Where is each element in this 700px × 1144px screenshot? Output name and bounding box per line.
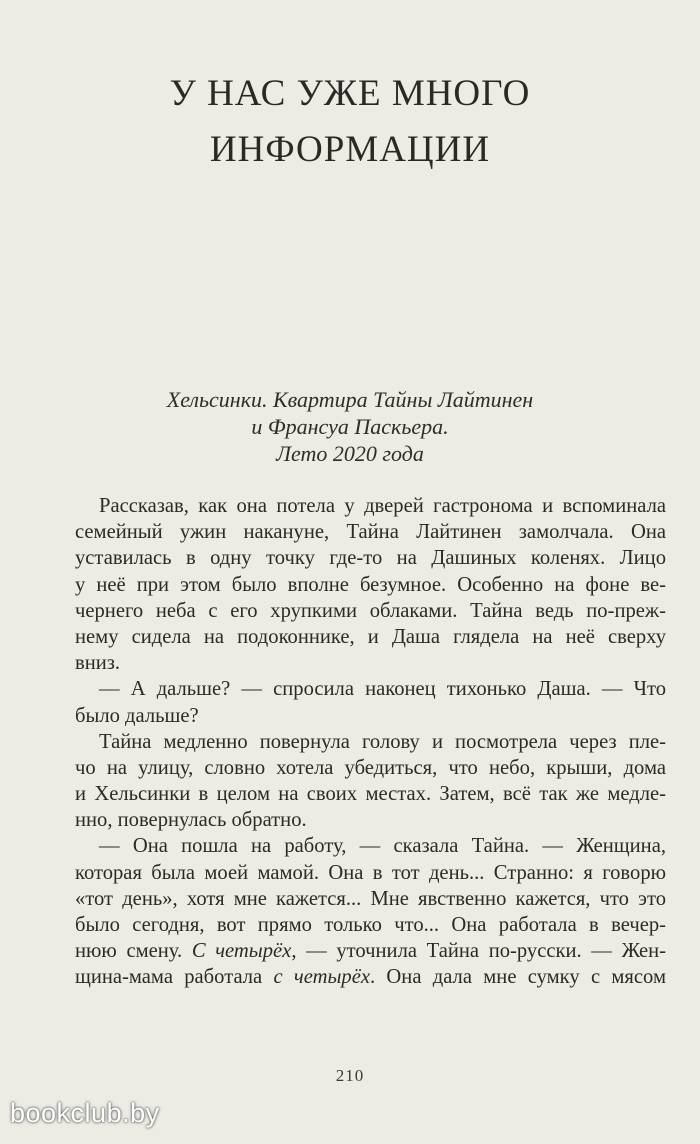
chapter-title-line-1: У НАС УЖЕ МНОГО (169, 73, 531, 114)
text-line: Тайна медленно повернула голову и посмотрела через пле- (99, 730, 666, 753)
text-segment: . Она дала мне сумку с мясом (370, 966, 666, 989)
text-line: «тот день», хотя мне кажется... Мне явственно кажется, что это (75, 887, 666, 910)
text-line (75, 938, 666, 964)
text-line: уставилась в одну точку где-то на Дашиных коленях. Лицо (75, 547, 666, 570)
text-line: чо на улицу, словно хотела убедиться, что небо, крыши, дома (75, 756, 666, 779)
chapter-title (0, 66, 700, 178)
watermark-logo: bookclub.by (10, 1098, 160, 1128)
text-line: которая была моей мамой. Она в тот день... Странно: я говорю (75, 861, 666, 884)
text-line: — Она пошла на работу, — сказала Тайна. — Женщина, (99, 835, 666, 858)
text-line: нно, повернулась обратно. (75, 809, 307, 832)
epigraph-line-2: и Франсуа Паскьера. (251, 414, 449, 439)
text-line: семейный ужин накануне, Тайна Лайтинен замолчала. Она (75, 521, 666, 544)
text-line (75, 964, 666, 990)
text-line: было дальше? (75, 704, 199, 727)
text-line: чернего неба с его хрупкими облаками. Тайна ведь по-преж- (75, 599, 666, 622)
text-segment: щина-мама работала (75, 966, 274, 989)
text-segment: нюю смену. (75, 940, 192, 963)
page-number: 210 (335, 1066, 365, 1085)
text-line: нему сидела на подоконнике, и Даша глядела на неё сверху (75, 625, 666, 648)
body-text (75, 493, 666, 991)
text-line: — А дальше? — спросила наконец тихонько Даша. — Что (99, 678, 666, 701)
text-line: Рассказав, как она потела у дверей гастронома и вспоминала (99, 495, 666, 517)
chapter-title-line-2: ИНФОРМАЦИИ (209, 129, 491, 170)
epigraph-location (0, 386, 700, 467)
text-line: вниз. (75, 652, 121, 675)
text-line: и Хельсинки в целом на своих местах. Затем, всё так же медле- (75, 783, 666, 806)
text-segment: , — уточнила Тайна по-русски. — Жен- (291, 940, 666, 963)
text-line: было сегодня, вот прямо только что... Она работала в вечер- (75, 914, 666, 936)
italic-phrase: С четырёх (191, 940, 292, 963)
italic-phrase: с четырёх (273, 966, 370, 989)
epigraph-line-3: Лето 2020 года (276, 441, 424, 466)
epigraph-line-1: Хельсинки. Квартира Тайны Лайтинен (166, 387, 534, 412)
text-line: у неё при этом было вполне безумное. Особенно на фоне ве- (75, 573, 666, 596)
